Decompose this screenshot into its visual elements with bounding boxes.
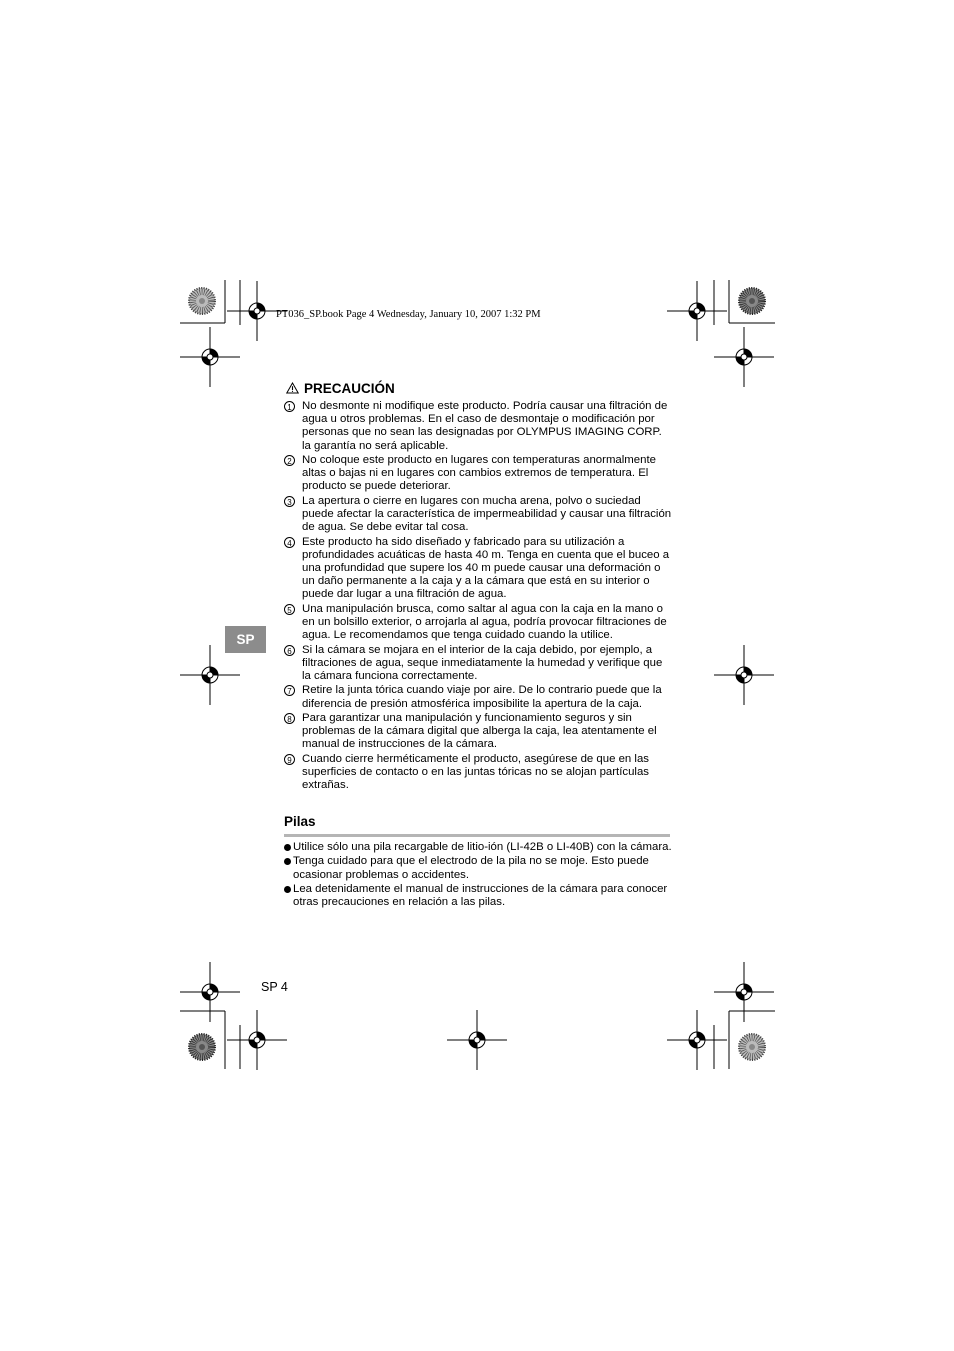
language-tab: SP (225, 626, 266, 653)
item-number: 6 (284, 645, 295, 656)
item-text: Para garantizar una manipulación y funcionamiento seguros y sin problemas de la cámara digital que alberga la caja, lea atentamente el manual de instrucciones de la cámara. (302, 711, 657, 751)
file-info-header: PT036_SP.book Page 4 Wednesday, January 10, 2007 1:32 PM (276, 309, 541, 320)
caution-section (284, 378, 672, 794)
list-item (284, 841, 672, 854)
caution-item (284, 753, 672, 793)
caution-list (284, 400, 672, 792)
item-text: Retire la junta tórica cuando viaje por aire. De lo contrario puede que la diferencia de presión atmosférica imposibilite la apertura de la caja. (302, 684, 662, 710)
item-text: Este producto ha sido diseñado y fabricado para su utilización a profundidades acuáticas de hasta 40 m. Tenga en cuenta que el buceo a una profundidad que supere los 40 m puede causar una deformación o un daño permanente a la caja y a la cámara que está en su interior o puede dar lugar a una filtración de agua. (302, 535, 670, 601)
item-text: Si la cámara se mojara en el interior de la caja debido, por ejemplo, a filtraciones de agua, seque inmediatamente la humedad y verifique que la cámara funciona correctamente. (302, 643, 663, 682)
item-text: Una manipulación brusca, como saltar al agua con la caja en la mano o en un bolsillo exterior, o arrojarla al agua, podría provocar filtraciones de agua. Le recomendamos que tenga cuidado cuando la utilice. (302, 602, 667, 642)
item-number: 8 (284, 713, 295, 724)
item-number: 7 (284, 685, 295, 696)
list-item (284, 883, 672, 909)
pilas-heading: Pilas (284, 814, 316, 829)
item-number: 2 (284, 455, 295, 466)
item-text: No desmonte ni modifique este producto. Podría causar una filtración de agua u otros problemas. En el caso de desmontaje o modificación por personas que no sean las designadas por OLYMPUS IMAGING CORP. la garantía no será aplicable. (302, 400, 668, 452)
bullet-icon (284, 858, 291, 865)
bullet-icon (284, 844, 291, 851)
item-number: 4 (284, 537, 295, 548)
item-text: Cuando cierre herméticamente el producto, asegúrese de que en las superficies de contacto o en las juntas tóricas no se alojan partículas extrañas. (302, 752, 649, 792)
caution-heading (284, 378, 672, 398)
bullet-text: Tenga cuidado para que el electrodo de la pila no se moje. Esto puede ocasionar problemas o accidentes. (293, 855, 649, 881)
caution-item (284, 536, 672, 602)
caution-item (284, 644, 672, 684)
list-item (284, 855, 672, 881)
caution-item (284, 684, 672, 710)
item-number: 1 (284, 401, 295, 412)
caution-item (284, 400, 672, 453)
caution-item (284, 495, 672, 535)
item-number: 5 (284, 604, 295, 615)
caution-title: PRECAUCIÓN (304, 380, 395, 396)
item-number: 9 (284, 754, 295, 765)
section-divider (284, 834, 670, 837)
caution-item (284, 712, 672, 752)
bullet-text: Lea detenidamente el manual de instrucciones de la cámara para conocer otras precauciones en relación a las pilas. (293, 882, 668, 909)
bullet-text: Utilice sólo una pila recargable de litio-ión (LI-42B o LI-40B) con la cámara. (293, 841, 672, 853)
pilas-list (284, 841, 672, 911)
page-number: SP 4 (261, 980, 288, 994)
item-text: No coloque este producto en lugares con temperaturas anormalmente altas o bajas ni en lugares con cambios extremos de temperatura. El producto se puede deteriorar. (302, 454, 656, 493)
item-number: 3 (284, 496, 295, 507)
caution-item (284, 454, 672, 494)
warning-triangle-icon (286, 382, 299, 394)
bullet-icon (284, 886, 291, 893)
caution-item (284, 603, 672, 643)
item-text: La apertura o cierre en lugares con mucha arena, polvo o suciedad puede afectar la característica de impermeabilidad y causar una filtración de agua. Se debe evitar tal cosa. (302, 494, 672, 534)
